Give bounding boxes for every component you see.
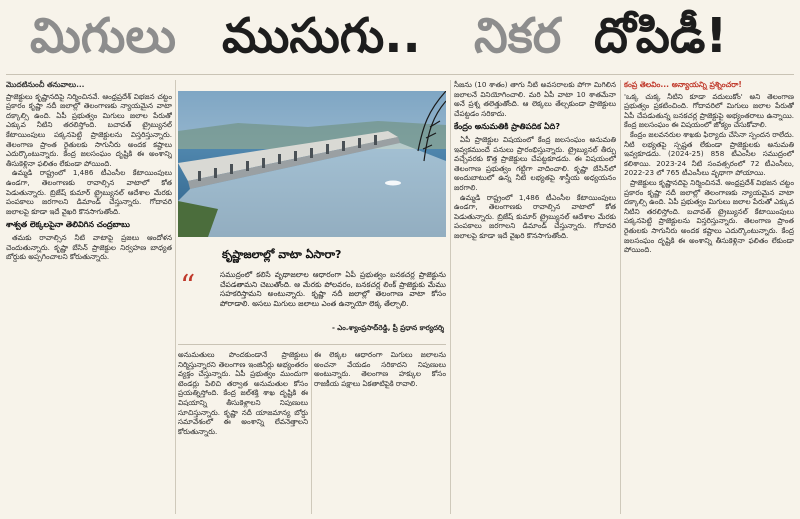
headline-divider bbox=[6, 74, 794, 75]
right-paragraph-1: 'ఒక్క చుక్క నీటిని కూడా వదులుకోం' అని తెలంగాణ ప్రభుత్వం ప్రకటించింది. గోదావరిలో మిగులు జలాల పేరుతో ఏపీ చేపడుతున్న బనకచర్ల ప్రాజెక్టుపై అభ్యంతరాలు ఉన్నాయి. కేంద్ర జలసంఘం ఈ విషయంలో జోక్యం చేసుకోవాలి. bbox=[624, 91, 794, 130]
headline-part-4: దోపిడీ! bbox=[594, 8, 728, 64]
quote-text: సముద్రంలో కలిసే వృథాజలాల ఆధారంగా ఏపీ ప్రభుత్వం బనకచర్ల ప్రాజెక్టును చేపడతామని చెబుతోంది. ఆ మేరకు పోలవరం, బనకచర్ల లింక్ ప్రాజెక్టుకు మేము సహకరిస్తామని అంటున్నారు. కృష్ణా నదీ జలాల్లో తెలంగాణ వాటా కోసం పోరాడాలి. అసలు మిగులు జలాలు ఎంత ఉన్నాయో లెక్క తేల్చాలి. bbox=[220, 270, 446, 308]
headline-part-1: మిగులు bbox=[30, 8, 177, 64]
center-right-paragraph-3: ఉమ్మడి రాష్ట్రంలో 1,486 టీఎంసీల కేటాయింపులు ఉండగా, తెలంగాణకు రావాల్సిన వాటాలో కోత పెడుతున్నారు. బ్రిజేష్ కుమార్ ట్రైబ్యునల్ ఆదేశాల మేరకు పంపకాలు జరగాలని డిమాండ్ చేస్తున్నారు. గోదావరి జలాలపై కూడా ఇదే వైఖరి కొనసాగుతోంది. bbox=[454, 192, 616, 240]
column-rule-3 bbox=[450, 80, 451, 514]
left-subhead: శాశ్వత లెక్కలపైనా తెలివిగిన చంద్రబాబు bbox=[6, 220, 130, 230]
left-column bbox=[6, 80, 172, 514]
left-paragraph-1: ప్రాజెక్టులు కృష్ణానదిపై నిర్మించినవే. ఆంధ్రప్రదేశ్ విభజన చట్టం ప్రకారం కృష్ణా నదీ జలాల్లో తెలంగాణకు న్యాయమైన వాటా దక్కాల్సి ఉంది. ఏపీ ప్రభుత్వం మిగులు జలాల పేరుతో ఎక్కువ నీటిని తరలిస్తోంది. బచావత్ ట్రైబ్యునల్ కేటాయింపులు పక్కనపెట్టి ప్రాజెక్టులను విస్తరిస్తున్నారు. తెలంగాణ ప్రాంత రైతులకు సాగునీరు అందక కష్టాలు ఎదుర్కొంటున్నారు. కేంద్ర జలసంఘం దృష్టికి ఈ అంశాన్ని తీసుకెళ్లినా ఫలితం లేకుండా పోయింది. bbox=[6, 91, 172, 168]
quote-mark-icon: “ bbox=[180, 269, 196, 304]
center-right-column bbox=[454, 80, 616, 514]
middle-column bbox=[178, 350, 308, 514]
headline-part-2: ముసుగు.. bbox=[222, 8, 421, 64]
right-heading: కంప్ర తెలవిం... అన్యాయన్ని ప్రశ్నించరా! bbox=[624, 80, 742, 89]
column-rule-4 bbox=[620, 80, 621, 514]
right-column bbox=[624, 80, 794, 514]
dam-photo bbox=[178, 91, 446, 237]
center-right-paragraph-1: సీజను (10 శాతం) తాగు నీటి అవసరాలకు పోగా మిగిలిన జలాలనే వినియోగించాలి. మరి ఏపీ వాటా 10 శాతమేనా అనే ప్రశ్న తలెత్తుతోంది. ఆ లెక్కలు తేల్చకుండా ప్రాజెక్టులు చేపట్టడం సరికాదు. bbox=[454, 80, 616, 118]
right-paragraph-2: కేంద్రం జలవనరుల శాఖకు ఫిర్యాదు చేసినా స్పందన రాలేదు. నీటి లభ్యతపై స్పష్టత లేకుండా ప్రాజెక్టులకు అనుమతి ఇవ్వకూడదు. (2024-25) 858 టీఎంసీల సముద్రంలో కలిశాయి. 2023-24 నీటి సంవత్సరంలో 72 టీఎంసీలు, 2022-23 లో 765 టీఎంసీలు వృథాగా పోయాయి. bbox=[624, 129, 794, 178]
middle-column-2 bbox=[314, 350, 446, 514]
dam-illustration bbox=[178, 91, 446, 237]
column-rule-1 bbox=[175, 80, 176, 514]
center-right-paragraph-2: ఏపీ ప్రాజెక్టుల విషయంలో కేంద్ర జలసంఘం అనుమతి ఇవ్వకముందే పనులు ప్రారంభిస్తున్నారు. ట్రైబ్యునల్ తీర్పు వచ్చేవరకు కొత్త ప్రాజెక్టులు చేపట్టకూడదు. ఈ విషయంలో తెలంగాణ ప్రభుత్వం గట్టిగా వాదించాలి. కృష్ణా బేసిన్‌లో అందుబాటులో ఉన్న నీటి లభ్యతపై శాస్త్రీయ అధ్యయనం జరగాలి. bbox=[454, 134, 616, 192]
left-bottom-paragraph: తమకు రావాల్సిన నీటి వాటాపై ప్రజలు ఆందోళన చెందుతున్నారు. కృష్ణా బేసిన్ ప్రాజెక్టుల నిర్వహణ బాధ్యత బోర్డుకు అప్పగించాలని కోరుతున్నారు. bbox=[6, 232, 172, 262]
headline bbox=[0, 0, 800, 72]
column-rule-2 bbox=[311, 350, 312, 514]
quote-author: - ఎం.శ్యాంప్రసాద్‌రెడ్డి, ప్రీ ప్రధాన కార్యదర్శి bbox=[331, 324, 444, 332]
center-right-subhead: కేంద్రం అనుమతికి ప్రాతిపదిక ఏది? bbox=[454, 122, 560, 132]
quote-divider bbox=[178, 344, 446, 345]
left-kicker: మొదటినుంచీ తనువాలు... bbox=[6, 80, 85, 89]
middle2-paragraph-1: ఈ లెక్కల ఆధారంగా మిగులు జలాలను అంచనా వేయడం సరికాదని నిపుణులు అంటున్నారు. తెలంగాణ హక్కుల కోసం రాజకీయ పక్షాలు ఏకతాటిపైకి రావాలి. bbox=[314, 350, 446, 388]
left-paragraph-2: ఉమ్మడి రాష్ట్రంలో 1,486 టీఎంసీల కేటాయింపులు ఉండగా, తెలంగాణకు రావాల్సిన వాటాలో కోత పెడుతున్నారు. బ్రిజేష్ కుమార్ ట్రైబ్యునల్ ఆదేశాల మేరకు పంపకాలు జరగాలని డిమాండ్ చేస్తున్నారు. గోదావరి జలాలపై కూడా ఇదే వైఖరి కొనసాగుతోంది. bbox=[6, 168, 172, 216]
headline-part-3: నికర bbox=[474, 8, 562, 64]
right-paragraph-3: ప్రాజెక్టులు కృష్ణానదిపై నిర్మించినవే. ఆంధ్రప్రదేశ్ విభజన చట్టం ప్రకారం కృష్ణా నదీ జలాల్లో తెలంగాణకు న్యాయమైన వాటా దక్కాల్సి ఉంది. ఏపీ ప్రభుత్వం మిగులు జలాల పేరుతో ఎక్కువ నీటిని తరలిస్తోంది. బచావత్ ట్రైబ్యునల్ కేటాయింపులు పక్కనపెట్టి ప్రాజెక్టులను విస్తరిస్తున్నారు. తెలంగాణ ప్రాంత రైతులకు సాగునీరు అందక కష్టాలు ఎదుర్కొంటున్నారు. కేంద్ర జలసంఘం దృష్టికి ఈ అంశాన్ని తీసుకెళ్లినా ఫలితం లేకుండా పోయింది. bbox=[624, 177, 794, 255]
middle-paragraph-1: అనుమతులు పొందకుండానే ప్రాజెక్టులు నిర్మిస్తున్నారని తెలంగాణ ఇంజినీర్లు అభ్యంతరం వ్యక్తం చేస్తున్నారు. ఏపీ ప్రభుత్వం ముందుగా టెండర్లు పిలిచి తర్వాత అనుమతుల కోసం ప్రయత్నిస్తోంది. కేంద్ర జల్‌శక్తి శాఖ దృష్టికి ఈ విషయాన్ని తీసుకెళ్లాలని నిపుణులు సూచిస్తున్నారు. కృష్ణా నదీ యాజమాన్య బోర్డు సమావేశంలో ఈ అంశాన్ని లేవనెత్తాలని కోరుతున్నారు. bbox=[178, 350, 308, 436]
quote-title: కృష్ణాజలాల్లో వాటా ఏసారా? bbox=[222, 248, 342, 261]
quote-box bbox=[178, 248, 446, 340]
